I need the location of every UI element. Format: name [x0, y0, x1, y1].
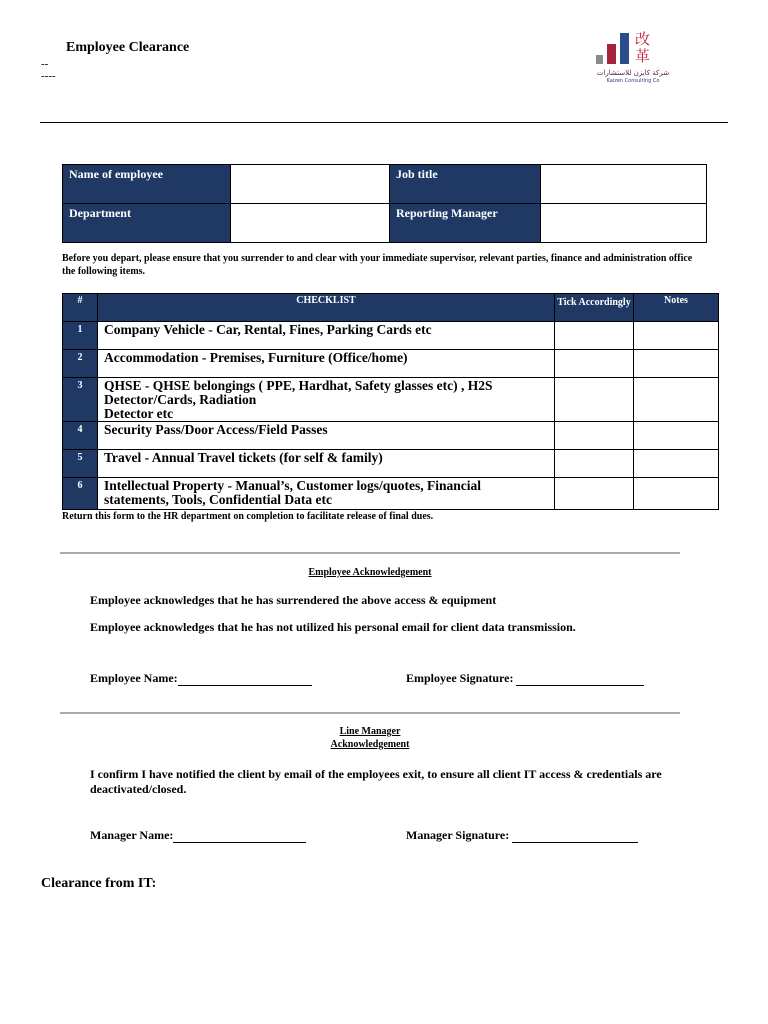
table-row [63, 350, 719, 378]
manager-name-label: Manager Name: [90, 828, 174, 842]
name-of-employee-field[interactable] [231, 165, 390, 204]
logo-arabic-name: شركة كايزن للاستشارات [596, 69, 670, 77]
row-number: 3 [63, 378, 98, 422]
department-label: Department [63, 204, 231, 243]
logo-cjk-text: 改 革 [635, 30, 651, 65]
header-divider [40, 122, 728, 123]
name-of-employee-label: Name of employee [63, 165, 231, 204]
intro-paragraph: Before you depart, please ensure that you surrender to and clear with your immediate supervisor, relevant parties, finance and administration office the following items. [62, 253, 693, 277]
manager-signature-row [406, 828, 638, 843]
checklist-header-num: # [63, 294, 98, 322]
table-row [63, 378, 719, 422]
tick-cell[interactable] [555, 422, 634, 450]
notes-cell[interactable] [634, 350, 719, 378]
tick-cell[interactable] [555, 350, 634, 378]
tick-cell[interactable] [555, 322, 634, 350]
row-number: 4 [63, 422, 98, 450]
checklist-item-line: Detector/Cards, Radiation [104, 392, 257, 407]
table-row [63, 478, 719, 510]
company-logo [591, 28, 673, 94]
notes-cell[interactable] [634, 422, 719, 450]
manager-ack-heading: Line Manager Acknowledgement [330, 726, 410, 750]
logo-bar-2 [607, 44, 616, 64]
table-row [63, 322, 719, 350]
section-divider [60, 552, 680, 554]
clearance-from-it-heading: Clearance from IT: [41, 876, 157, 891]
checklist-item [98, 378, 555, 422]
employee-signature-field[interactable] [516, 673, 644, 686]
row-number: 1 [63, 322, 98, 350]
checklist-item-line: Detector etc [104, 406, 174, 421]
employee-info-table [62, 164, 707, 243]
row-number: 6 [63, 478, 98, 510]
manager-name-field[interactable] [173, 830, 306, 843]
row-number: 5 [63, 450, 98, 478]
employee-name-field[interactable] [178, 673, 312, 686]
checklist-item-line: statements, Tools, Confidential Data etc [104, 492, 332, 507]
employee-signature-label: Employee Signature: [406, 671, 514, 685]
employee-signature-row [406, 671, 644, 686]
employee-ack-line-1: Employee acknowledges that he has surrendered the above access & equipment [90, 593, 497, 607]
header-dash-1: -- [41, 58, 49, 70]
checklist-item: Company Vehicle - Car, Rental, Fines, Parking Cards etc [98, 322, 555, 350]
employee-ack-heading: Employee Acknowledgement [308, 567, 432, 578]
employee-name-label: Employee Name: [90, 671, 178, 685]
checklist-table [62, 293, 719, 510]
checklist-item [98, 478, 555, 510]
checklist-item: Accommodation - Premises, Furniture (Office/home) [98, 350, 555, 378]
checklist-header-item: CHECKLIST [98, 294, 555, 322]
job-title-field[interactable] [541, 165, 707, 204]
row-number: 2 [63, 350, 98, 378]
logo-bar-1 [596, 55, 603, 64]
checklist-header-tick: Tick Accordingly [555, 294, 634, 322]
table-row [63, 450, 719, 478]
employee-ack-line-2: Employee acknowledges that he has not utilized his personal email for client data transmission. [90, 620, 576, 634]
table-row [63, 422, 719, 450]
section-divider [60, 712, 680, 714]
notes-cell[interactable] [634, 378, 719, 422]
tick-cell[interactable] [555, 378, 634, 422]
tick-cell[interactable] [555, 450, 634, 478]
checklist-item: Travel - Annual Travel tickets (for self & family) [98, 450, 555, 478]
department-field[interactable] [231, 204, 390, 243]
notes-cell[interactable] [634, 478, 719, 510]
checklist-item: Security Pass/Door Access/Field Passes [98, 422, 555, 450]
job-title-label: Job title [390, 165, 541, 204]
header-dash-2: ---- [41, 70, 56, 82]
manager-signature-label: Manager Signature: [406, 828, 510, 842]
logo-company-name: Kaizen Consulting Co [606, 78, 660, 84]
manager-name-row [90, 828, 306, 843]
notes-cell[interactable] [634, 450, 719, 478]
return-instructions: Return this form to the HR department on completion to facilitate release of final dues. [62, 511, 434, 522]
reporting-manager-field[interactable] [541, 204, 707, 243]
page-title: Employee Clearance [66, 40, 190, 55]
checklist-item-line: Intellectual Property - Manual’s, Customer logs/quotes, Financial [104, 478, 481, 493]
manager-signature-field[interactable] [512, 830, 638, 843]
logo-bar-3 [620, 33, 629, 64]
manager-ack-text: I confirm I have notified the client by email of the employees exit, to ensure all client IT access & credentials are deactivated/closed. [90, 767, 662, 796]
checklist-item-line: QHSE - QHSE belongings ( PPE, Hardhat, Safety glasses etc) , H2S [104, 378, 493, 393]
reporting-manager-label: Reporting Manager [390, 204, 541, 243]
employee-name-row [90, 671, 312, 686]
notes-cell[interactable] [634, 322, 719, 350]
tick-cell[interactable] [555, 478, 634, 510]
checklist-header-notes: Notes [634, 294, 719, 322]
